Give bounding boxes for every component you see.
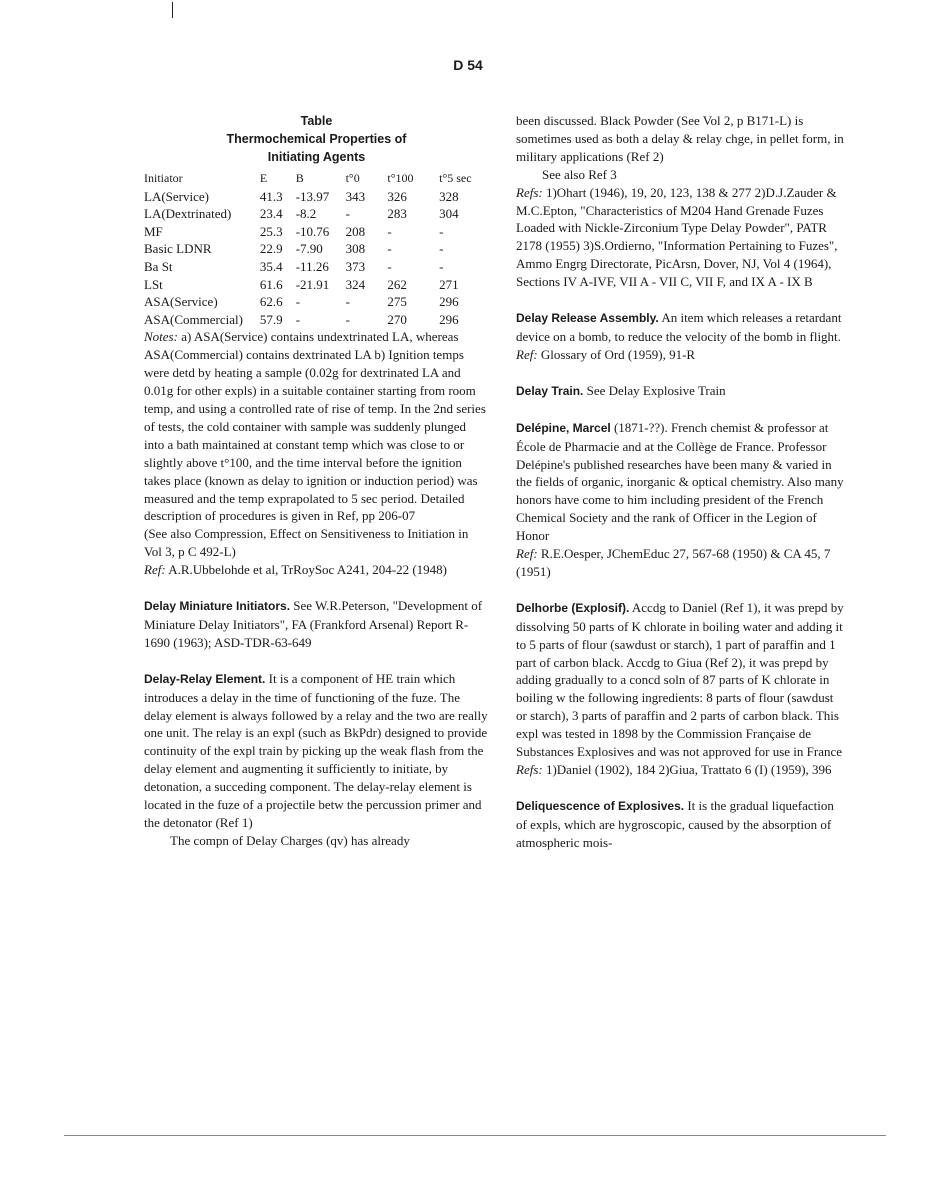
- table-cell: -: [345, 311, 350, 327]
- ref-text: R.E.Oesper, JChemEduc 27, 567-68 (1950) & CA 45, 7 (1951): [516, 546, 831, 579]
- table-cell: 208: [345, 223, 366, 239]
- header-t100: t°100: [387, 171, 414, 185]
- continued-see-also: See also Ref 3: [542, 166, 617, 182]
- table-title-line: Initiating Agents: [267, 150, 366, 164]
- table-cell: 262: [387, 276, 407, 292]
- entry-delay-train: [516, 382, 846, 401]
- refs-label: Refs:: [516, 184, 543, 200]
- table-cell: 324: [345, 276, 366, 292]
- entry-text: An item which releases a retardant device on a bomb, to reduce the velocity of the bomb in flight.: [516, 310, 842, 344]
- entry-heading: Delay-Relay Element.: [144, 671, 266, 686]
- table-title: [144, 112, 489, 166]
- table-header-row: [144, 170, 489, 188]
- table-title-line: Thermochemical Properties of: [226, 132, 407, 146]
- footer-rule: [64, 1135, 886, 1136]
- notes-ref: [144, 561, 489, 579]
- entry-text: (1871-??). French chemist & professor at École de Pharmacie and at the Collège de France. Professor Delépine's published researches have been many & varied in the fields of organic, inorganic & optical chemistry. Also many honors have come to him including president of the French Chemical Society and the rank of Officer in the Legion of Honor: [516, 419, 844, 544]
- entry-text: Accdg to Daniel (Ref 1), it was prepd by dissolving 50 parts of K chlorate in boiling water and adding it to 5 parts of flour (sawdust or starch), 1 part of paraffin and 1 part of carbon black. Accdg to Giua (Ref 2), it was prepd by adding gradually to a concd soln of 87 parts of K chlorate in boiling w the following ingredients: 8 parts of flour (sawdust or starch), 3 parts of paraffin and 2 parts of carbon black. This expl was tested in 1898 by the Commission Française de Substances Explosives and was not approved for use in France: [516, 599, 844, 760]
- notes-see-also: (See also Compression, Effect on Sensitiveness to Initiation in Vol 3, p C 492-L): [144, 526, 469, 560]
- header-t5sec: t°5 sec: [439, 171, 472, 185]
- table-notes: [144, 328, 489, 525]
- table-cell: LSt: [144, 276, 163, 292]
- table-cell: -10.76: [295, 223, 330, 239]
- entry-delay-relay-element: [144, 670, 489, 832]
- table-cell: 22.9: [259, 241, 283, 257]
- notes-ref-label: Ref:: [144, 562, 166, 578]
- table-cell: 25.3: [259, 223, 283, 239]
- table-cell: -: [439, 258, 444, 274]
- table-cell: 328: [439, 188, 459, 204]
- entry-heading: Delay Train.: [516, 383, 584, 398]
- ref-label: Refs:: [516, 762, 543, 777]
- refs-text: 1)Ohart (1946), 19, 20, 123, 138 & 277 2)D.J.Zauder & M.C.Epton, "Characteristics of M204 Hand Grenade Fuzes Loaded with Nickle-Zirconium Type Delay Powder", PATR 2178 (1955) 3)S.Ordierno, "Information Pertaining to Fuzes", Ammo Engrg Directorate, PicArsn, Dover, NJ, Vol 4 (1964), Sections IV A-IVF, VII A - VII C, VII F, and IX A - IX B: [516, 184, 838, 290]
- header-e: E: [259, 171, 268, 185]
- header-initiator: Initiator: [144, 171, 183, 185]
- entry-text: See W.R.Peterson, "Development of Miniature Delay Initiators", FA (Frankford Arsenal) Report R-1690 (1963); ASD-TDR-63-649: [144, 598, 483, 650]
- table-cell: 62.6: [259, 294, 283, 310]
- table-cell: 373: [345, 258, 366, 274]
- table-cell: Ba St: [144, 258, 173, 274]
- table-row: [144, 223, 489, 241]
- table-cell: 275: [387, 294, 407, 310]
- table-body: [144, 188, 489, 329]
- table-cell: -21.91: [295, 276, 330, 292]
- ref-label: Ref:: [516, 346, 538, 362]
- table-row: [144, 188, 489, 206]
- table-row: [144, 276, 489, 294]
- table-cell: 35.4: [259, 258, 283, 274]
- table-cell: -: [439, 223, 444, 239]
- table-title-line: Table: [300, 114, 333, 128]
- notes-text: a) ASA(Service) contains undextrinated LA, whereas ASA(Commercial) contains dextrinated LA b) Ignition temps were detd by heating a sample (0.02g for dextrinated LA and 0.01g for other expls) in a suitable container starting from room temp, and using a controlled rate of rise of temp. In the 2nd series of tests, the cold container with sample was suddenly plunged into a bath maintained at constant temp which was close to or slightly above t°100, and the time interval before the ignition takes place (known as delay to ignition or induction period) was measured and the temp exprapolated to 5 sec period. Detailed description of procedures is given in Ref, pp 206-07: [144, 329, 486, 524]
- table-row: [144, 311, 489, 329]
- entry-text: It is the gradual liquefaction of expls, which are hygroscopic, caused by the absorption of atmospheric mois-: [516, 797, 834, 850]
- notes-ref-text: A.R.Ubbelohde et al, TrRoySoc A241, 204-22 (1948): [168, 562, 447, 578]
- table-cell: 283: [387, 206, 407, 222]
- table-cell: -: [295, 311, 301, 327]
- table-cell: -13.97: [295, 188, 330, 204]
- table-cell: -: [345, 206, 350, 222]
- entry-heading: Delépine, Marcel: [516, 420, 611, 435]
- notes-label: Notes:: [144, 329, 178, 345]
- table-cell: 271: [439, 276, 459, 292]
- header-t0: t°0: [345, 171, 360, 185]
- continued-text: been discussed. Black Powder (See Vol 2, p B171-L) is sometimes used as both a delay & relay chge, in pellet form, in military applications (Ref 2): [516, 113, 844, 164]
- table-cell: 304: [439, 206, 459, 222]
- entry-delhorbe: [516, 599, 846, 761]
- table-cell: -: [387, 241, 392, 257]
- table-cell: LA(Dextrinated): [144, 206, 232, 222]
- table-cell: ASA(Service): [144, 294, 218, 310]
- entry-text: See Delay Explosive Train: [586, 382, 726, 398]
- thermochemical-table: [144, 170, 489, 328]
- table-cell: 296: [439, 294, 459, 310]
- table-cell: LA(Service): [144, 188, 209, 204]
- entry-deliquescence: [516, 797, 846, 852]
- entry-ref: [516, 761, 846, 779]
- entry-ref: [516, 346, 846, 364]
- table-row: [144, 258, 489, 276]
- entry-heading: Delay Release Assembly.: [516, 311, 659, 326]
- table-cell: 41.3: [259, 188, 283, 204]
- table-cell: 23.4: [259, 206, 283, 222]
- entry-continuation: The compn of Delay Charges (qv) has already: [170, 832, 410, 848]
- continued-refs: [516, 184, 846, 291]
- table-cell: 57.9: [259, 311, 283, 327]
- table-cell: 326: [387, 188, 407, 204]
- entry-text: It is a component of HE train which introduces a delay in the time of functioning of the fuze. The delay element is always followed by a relay and the two are really one unit. The relay is an expl (such as BkPdr) designed to provide continuity of the expl train by picking up the weak flash from the delay element and augmenting it sufficiently to initiate, by detonation, a succeding component. The delay-relay element is located in the fuze of a projectile betw the percussion primer and the detonator (Ref 1): [144, 670, 488, 830]
- page-number: D 54: [453, 57, 483, 73]
- table-row: [144, 240, 489, 258]
- table-cell: 270: [387, 311, 407, 327]
- entry-ref: [516, 545, 846, 581]
- left-column: [144, 112, 489, 850]
- table-row: [144, 293, 489, 311]
- entry-heading: Delhorbe (Explosif).: [516, 600, 630, 615]
- table-cell: MF: [144, 223, 163, 239]
- table-cell: -: [439, 241, 444, 257]
- entry-heading: Delay Miniature Initiators.: [144, 599, 291, 614]
- table-cell: -8.2: [295, 206, 317, 222]
- table-cell: -: [345, 294, 350, 310]
- table-row: [144, 205, 489, 223]
- table-cell: 308: [345, 241, 366, 257]
- table-cell: -11.26: [295, 258, 329, 274]
- header-b: B: [295, 171, 304, 185]
- table-cell: -7.90: [295, 241, 323, 257]
- table-cell: 343: [345, 188, 366, 204]
- table-cell: ASA(Commercial): [144, 311, 243, 327]
- entry-delay-miniature-initiators: [144, 597, 489, 652]
- right-column: [516, 112, 846, 852]
- table-cell: Basic LDNR: [144, 241, 212, 257]
- table-cell: 61.6: [259, 276, 283, 292]
- ref-label: Ref:: [516, 546, 538, 562]
- table-cell: -: [387, 258, 392, 274]
- table-cell: 296: [439, 311, 459, 327]
- table-cell: -: [295, 294, 301, 310]
- entry-delay-release-assembly: [516, 309, 846, 346]
- entry-heading: Deliquescence of Explosives.: [516, 798, 685, 813]
- ref-text: Glossary of Ord (1959), 91-R: [540, 346, 696, 362]
- margin-mark: [172, 2, 173, 18]
- ref-text: 1)Daniel (1902), 184 2)Giua, Trattato 6 (I) (1959), 396: [545, 762, 832, 777]
- entry-delepine: [516, 419, 846, 545]
- table-cell: -: [387, 223, 392, 239]
